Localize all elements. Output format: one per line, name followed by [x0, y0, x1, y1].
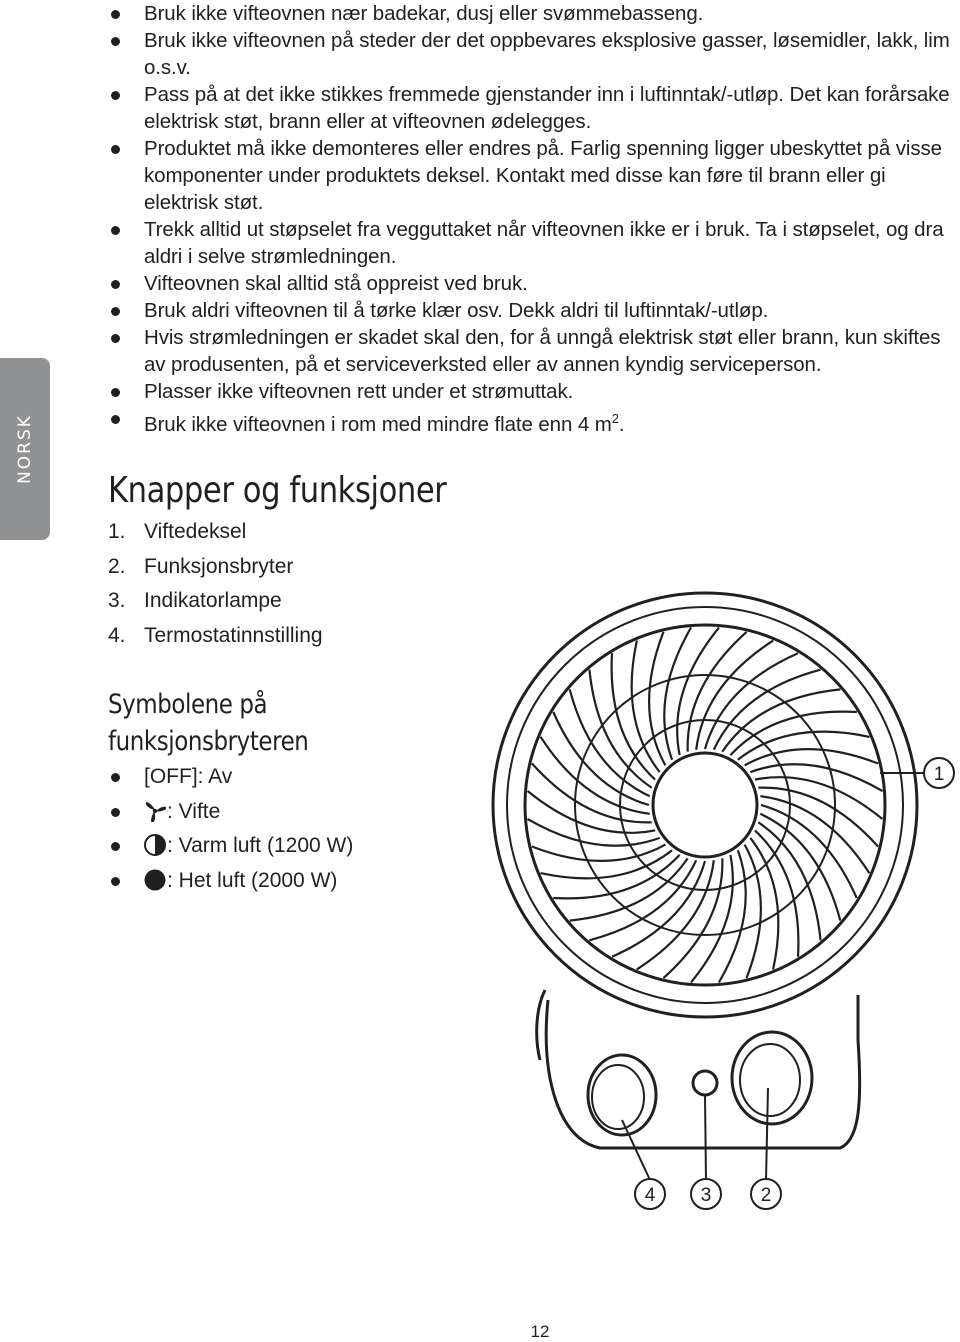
bullet-item: Vifteovnen skal alltid stå oppreist ved bruk. — [108, 270, 958, 297]
bullet-tail: . — [618, 413, 625, 436]
fan-heater-illustration — [430, 580, 960, 1220]
section-heading-buttons: Knapper og funksjoner — [108, 470, 447, 511]
safety-bullet-list — [108, 0, 958, 438]
grill-vane — [745, 749, 879, 765]
symbol-list — [108, 760, 353, 899]
item-label: Funksjonsbryter — [144, 554, 294, 578]
parts-list-item — [108, 550, 323, 585]
function-switch-knob — [588, 1055, 656, 1135]
section-heading-symbols — [108, 686, 397, 760]
grill-vane — [532, 845, 666, 861]
grill-vane — [745, 845, 761, 979]
callout-3 — [691, 1179, 721, 1209]
symbol-label: : Varm luft (1200 W) — [167, 834, 354, 858]
fan-grill-vanes — [528, 628, 883, 983]
parts-list-item — [108, 619, 323, 654]
parts-list — [108, 515, 323, 654]
heater-housing — [493, 593, 917, 1017]
callout-label: 2 — [760, 1185, 772, 1206]
item-number: 2. — [108, 554, 126, 578]
bullet-item-area — [108, 405, 958, 438]
parts-list-item — [108, 515, 323, 550]
symbol-label: [OFF]: Av — [144, 765, 233, 788]
fan-icon — [144, 800, 166, 822]
bullet-text: Bruk ikke vifteovnen i rom med mindre flate enn 4 m — [144, 413, 612, 436]
heading-line: funksjonsbryteren — [108, 726, 309, 757]
fan-grill-hub — [653, 753, 757, 857]
callout-1 — [924, 758, 954, 788]
item-label: Termostatinnstilling — [144, 624, 323, 648]
full-circle-icon — [144, 869, 166, 891]
parts-list-item — [108, 584, 323, 619]
item-label: Viftedeksel — [144, 520, 247, 543]
symbol-item-warm — [108, 829, 353, 864]
callout-label: 3 — [700, 1185, 712, 1206]
callout-label: 1 — [933, 764, 945, 785]
item-number: 1. — [108, 520, 126, 543]
half-circle-icon — [144, 834, 166, 856]
bullet-item: Produktet må ikke demonteres eller endres på. Farlig spenning ligger ubeskyttet på visse komponenter under produktets deksel. Kontakt med disse kan føre til brann eller gi elektrisk støt. — [108, 135, 958, 216]
bullet-item: Plasser ikke vifteovnen rett under et strømuttak. — [108, 378, 958, 405]
bullet-item: Hvis strømledningen er skadet skal den, for å unngå elektrisk støt eller brann, kun skiftes av produsenten, på et serviceverksted eller av annen kyndig serviceperson. — [108, 324, 958, 378]
superscript: 2 — [611, 411, 619, 426]
bullet-item: Pass på at det ikke stikkes fremmede gjenstander inn i luftinntak/-utløp. Det kan forårsake elektrisk støt, brann eller at vifteovnen ødelegges. — [108, 81, 958, 135]
item-label: Indikatorlampe — [144, 589, 282, 613]
language-tab-label: NORSK — [15, 414, 35, 484]
grill-vane — [649, 632, 665, 766]
bullet-item: Bruk ikke vifteovnen nær badekar, dusj eller svømmebasseng. — [108, 0, 958, 27]
item-number: 4. — [108, 624, 126, 648]
bullet-item: Bruk aldri vifteovnen til å tørke klær osv. Dekk aldri til luftinntak/-utløp. — [108, 297, 958, 324]
bullet-item: Trekk alltid ut støpselet fra vegguttaket når vifteovnen ikke er i bruk. Ta i støpselet, og dra aldri i selve strømledningen. — [108, 216, 958, 270]
symbol-item-off — [108, 760, 353, 795]
callout-4 — [635, 1179, 665, 1209]
page-number: 12 — [530, 1322, 550, 1341]
symbol-label: : Vifte — [167, 799, 221, 823]
symbol-item-hot — [108, 864, 353, 899]
fan-grill-outer — [525, 625, 885, 985]
symbol-item-fan — [108, 795, 353, 830]
heading-line: Symbolene på — [108, 689, 268, 720]
callout-label: 4 — [644, 1185, 656, 1206]
callout-2 — [751, 1179, 781, 1209]
bullet-item: Bruk ikke vifteovnen på steder der det oppbevares eksplosive gasser, løsemidler, lakk, lim o.s.v. — [108, 27, 958, 81]
symbol-label: : Het luft (2000 W) — [167, 869, 338, 893]
language-tab — [0, 358, 50, 540]
item-number: 3. — [108, 589, 126, 613]
indicator-lamp — [693, 1071, 717, 1095]
